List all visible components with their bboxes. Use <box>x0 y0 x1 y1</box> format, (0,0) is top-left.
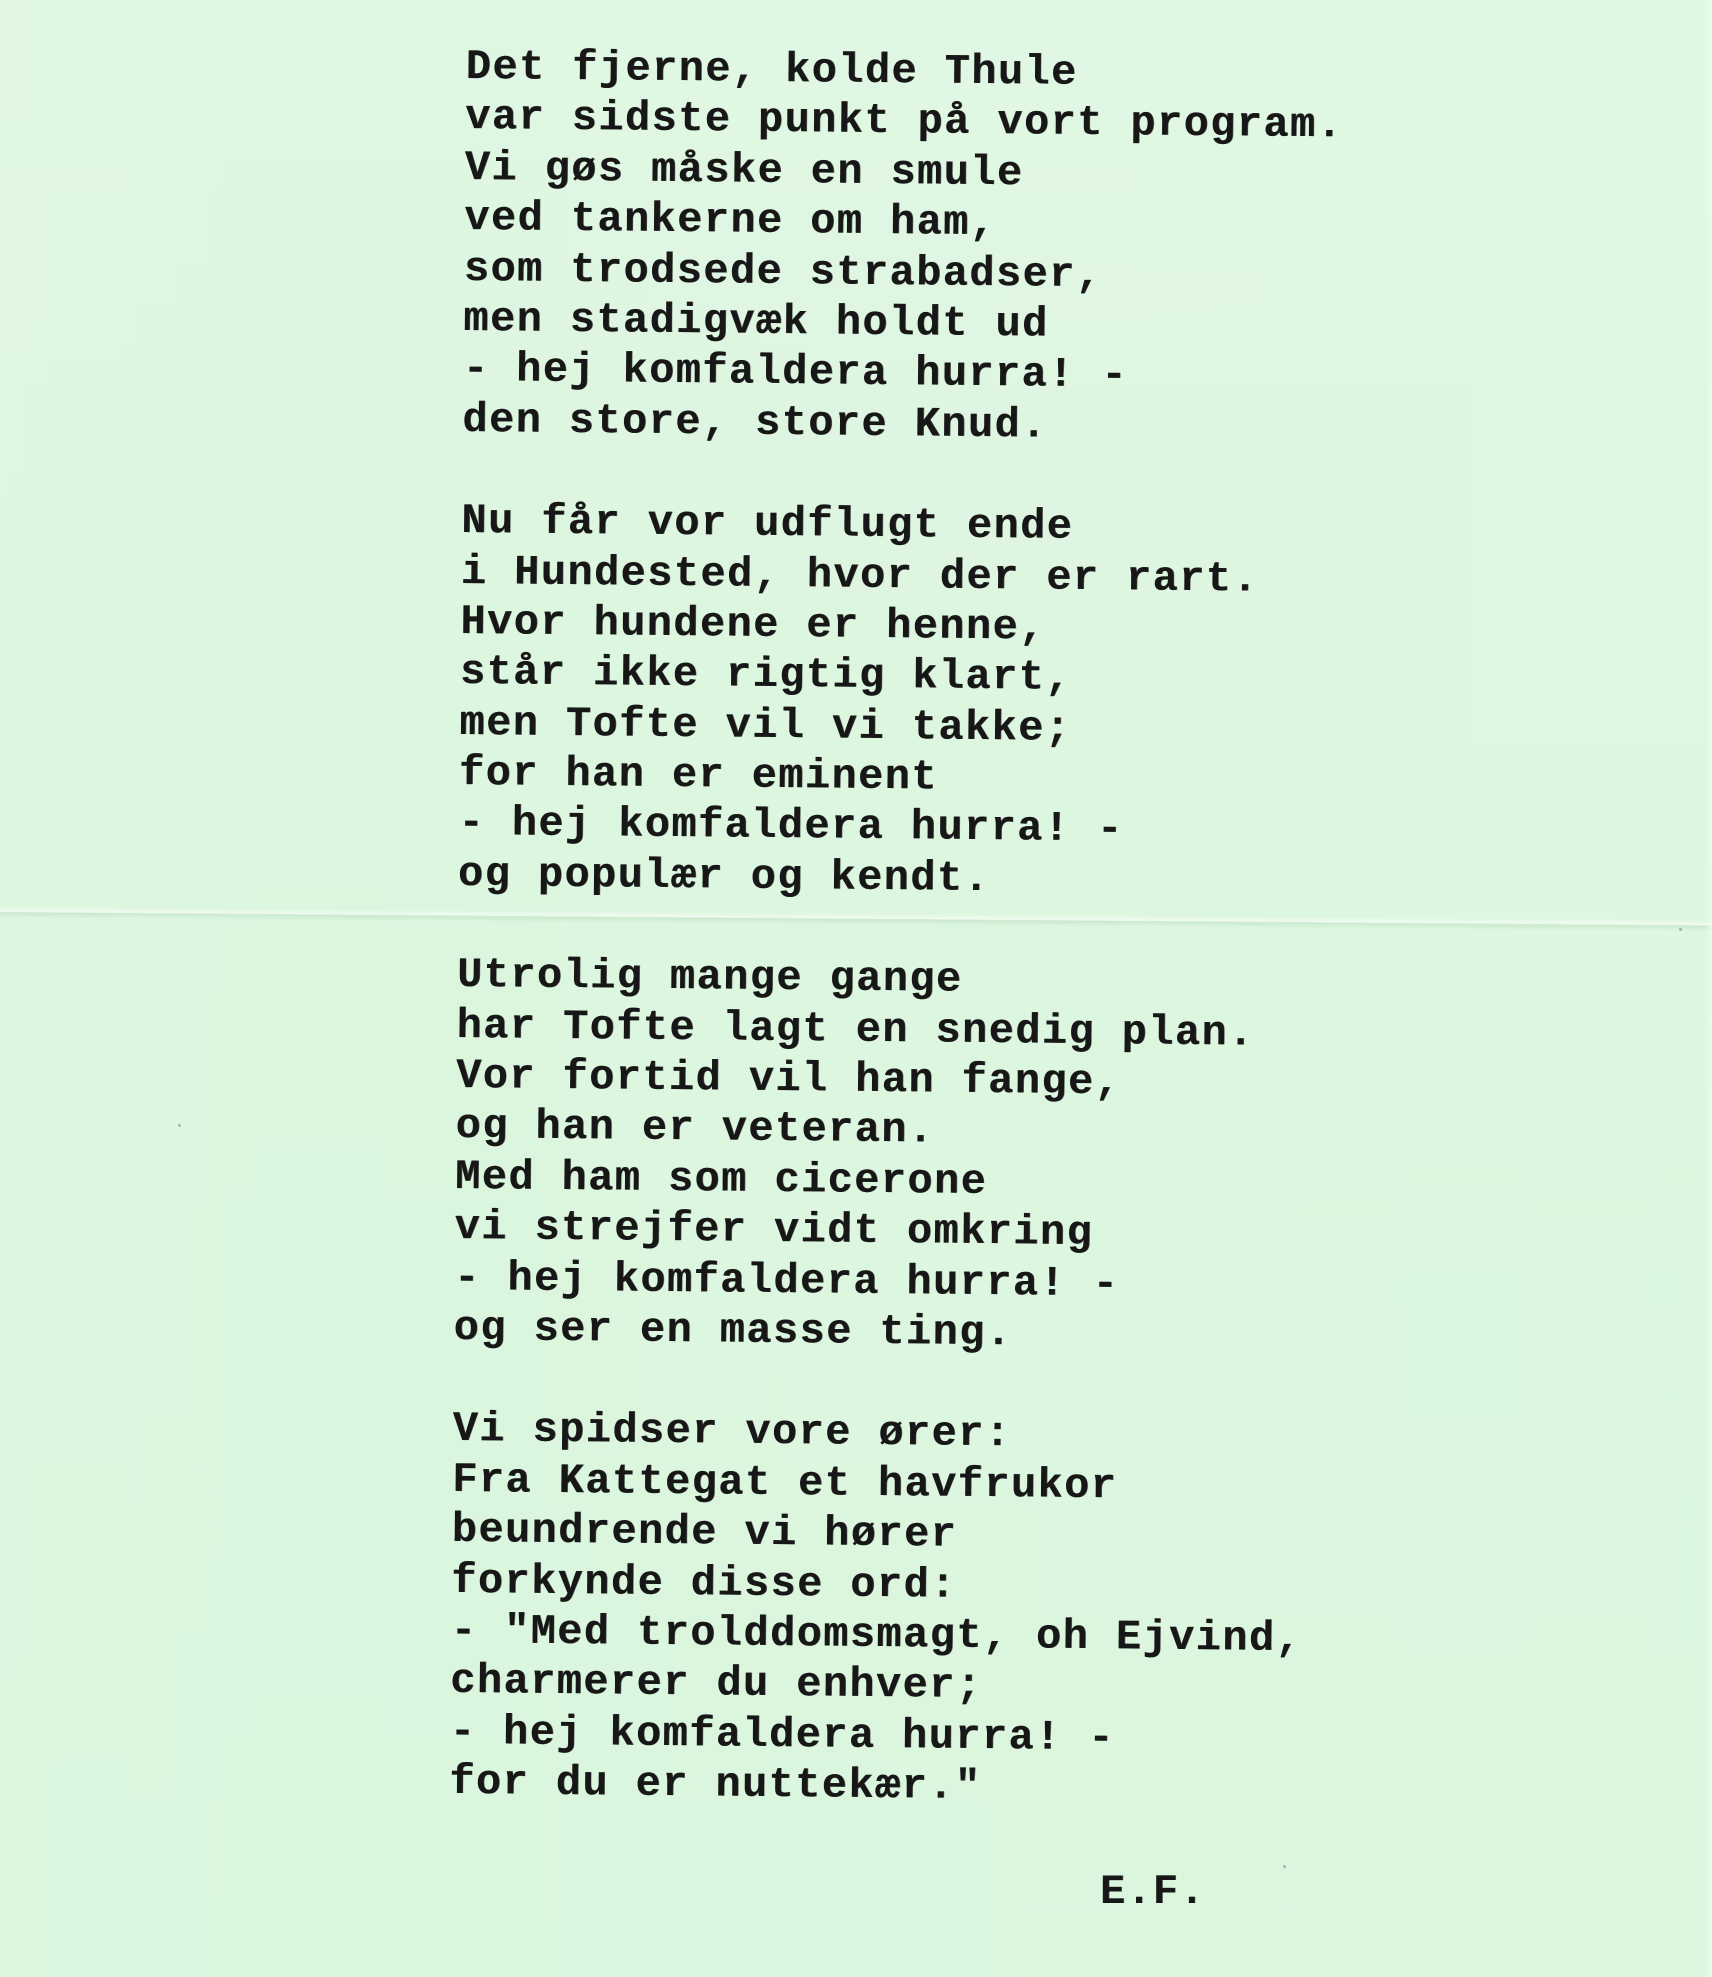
poem-line: Vor fortid vil han fange, <box>455 1051 1122 1107</box>
poem-line: som trodsede strabadser, <box>463 244 1103 299</box>
paper-speck <box>1679 928 1682 931</box>
poem-line: har Tofte lagt en snedig plan. <box>456 1001 1255 1058</box>
poem-line: Fra Kattegat et havfrukor <box>451 1455 1118 1511</box>
signature-initials: E.F. <box>1100 1868 1206 1916</box>
poem-line: Nu får vor udflugt ende <box>461 497 1074 551</box>
poem-line: for han er eminent <box>458 749 939 802</box>
poem-line: og populær og kendt. <box>457 849 991 903</box>
stanza-3 <box>453 950 1417 1362</box>
poem-line: - "Med trolddomsmagt, oh Ejvind, <box>450 1606 1303 1664</box>
paper-edge <box>1704 0 1712 1977</box>
poem-line: står ikke rigtig klart, <box>459 648 1073 703</box>
poem-line: Vi gøs måske en smule <box>464 143 1024 198</box>
poem-line: var sidste punkt på vort program. <box>465 93 1344 150</box>
poem-line: og han er veteran. <box>455 1102 935 1155</box>
poem-line: - hej komfaldera hurra! - <box>458 799 1124 854</box>
poem-line: Hvor hundene er henne, <box>460 597 1046 652</box>
stanza-1 <box>462 42 1426 454</box>
poem-line: men stadigvæk holdt ud <box>463 294 1049 349</box>
poem-line: - hej komfaldera hurra! - <box>453 1253 1120 1308</box>
poem-line: men Tofte vil vi takke; <box>459 698 1072 753</box>
poem-line: - hej komfaldera hurra! - <box>449 1707 1116 1763</box>
paper-speck <box>178 1124 181 1127</box>
poem-line: den store, store Knud. <box>462 395 1048 450</box>
poem-line: Utrolig mange gange <box>456 951 963 1005</box>
poem-line: - hej komfaldera hurra! - <box>462 345 1129 400</box>
poem-line: charmerer du enhver; <box>450 1657 983 1711</box>
poem-line: Vi spidser vore ører: <box>452 1405 1012 1459</box>
poem-line: Det fjerne, kolde Thule <box>465 42 1078 97</box>
poem-line: og ser en masse ting. <box>453 1303 1013 1358</box>
poem-line: i Hundested, hvor der er rart. <box>460 547 1260 604</box>
poem-line: beundrende vi hører <box>451 1506 958 1559</box>
poem-line: forkynde disse ord: <box>451 1556 957 1610</box>
stanza-2 <box>458 496 1422 908</box>
stanza-4 <box>449 1404 1413 1816</box>
poem-line: ved tankerne om ham, <box>464 194 997 248</box>
poem-line: Med ham som cicerone <box>454 1152 988 1206</box>
poem-line: vi strejfer vidt omkring <box>454 1203 1094 1258</box>
poem <box>449 42 1426 1868</box>
poem-line: for du er nuttekær." <box>449 1758 982 1812</box>
